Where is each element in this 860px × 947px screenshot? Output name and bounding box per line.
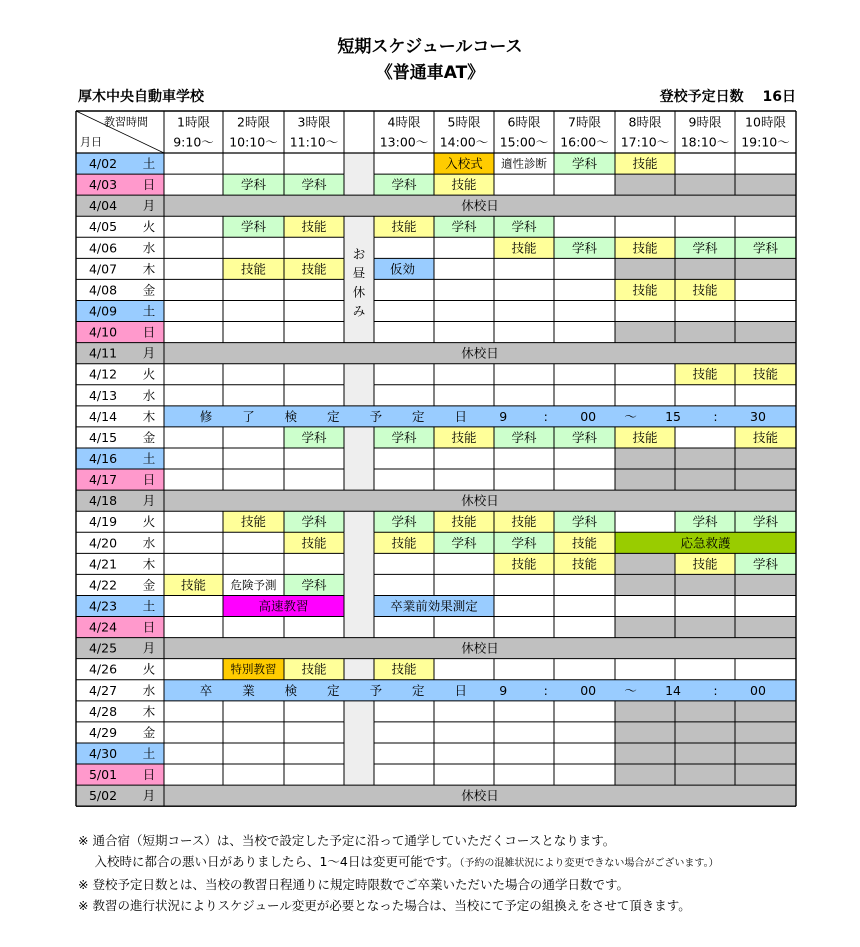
lesson-label: 技能: [692, 556, 718, 572]
exam-text-char: :: [713, 408, 718, 424]
row-weekday: 土: [142, 745, 156, 761]
row-weekday: 水: [142, 535, 156, 551]
attend-days-value: 16日: [762, 89, 796, 105]
gray-cell: [615, 617, 675, 638]
gray-cell: [675, 174, 735, 195]
lesson-label: 適性診断: [501, 156, 547, 171]
period-label: 8時限: [628, 114, 662, 130]
row-date: 4/17: [88, 472, 118, 488]
closed-label: 休校日: [461, 493, 499, 509]
row-weekday: 水: [142, 387, 156, 403]
lesson-label: 学科: [752, 556, 779, 572]
exam-text-char: :: [543, 408, 548, 424]
row-weekday: 木: [142, 408, 156, 424]
notes: [78, 830, 719, 916]
exam-text-char: 30: [750, 408, 766, 424]
period-time: 10:10～: [229, 134, 278, 150]
row-weekday: 水: [142, 682, 156, 698]
lesson-label: 学科: [301, 429, 327, 445]
row-date: 4/07: [88, 261, 118, 277]
lesson-label: 技能: [511, 514, 537, 530]
row-date: 4/06: [88, 240, 118, 256]
period-label: 9時限: [688, 114, 722, 130]
lesson-label: 技能: [632, 282, 658, 298]
lesson-label: 技能: [451, 514, 477, 530]
row-weekday: 土: [142, 451, 156, 467]
gray-cell: [735, 322, 796, 343]
lesson-label: 学科: [240, 177, 267, 193]
lesson-label: 学科: [451, 535, 477, 551]
period-label: 10時限: [745, 114, 786, 130]
row-date: 4/25: [88, 640, 118, 656]
gray-cell: [615, 722, 675, 743]
gray-cell: [675, 574, 735, 595]
span-label: 高速教習: [258, 598, 309, 614]
note-2: [78, 851, 719, 874]
row-weekday: 金: [142, 724, 156, 740]
attend-days-label: 登校予定日数: [659, 89, 744, 105]
gray-cell: [675, 258, 735, 279]
closed-label: 休校日: [461, 788, 499, 804]
exam-row-bg: [164, 406, 796, 427]
exam-text-char: 00: [580, 682, 597, 698]
gray-cell: [675, 722, 735, 743]
row-date: 4/21: [88, 556, 118, 572]
lunch-char: お: [352, 246, 366, 262]
row-weekday: 日: [142, 767, 156, 783]
lesson-label: 技能: [240, 261, 267, 277]
exam-text-char: 了: [242, 408, 255, 424]
lesson-label: 特別教習: [230, 662, 277, 677]
lesson-label: 技能: [752, 366, 779, 382]
row-date: 4/09: [88, 303, 118, 319]
row-weekday: 火: [142, 514, 156, 530]
exam-text-char: 定: [412, 408, 425, 424]
lesson-label: 学科: [391, 514, 417, 530]
lesson-label: 危険予測: [230, 577, 277, 592]
lesson-label: 学科: [692, 240, 718, 256]
gray-cell: [675, 743, 735, 764]
exam-text-char: 予: [369, 408, 383, 424]
period-label: 6時限: [507, 114, 541, 130]
exam-text-char: :: [713, 682, 718, 698]
row-date: 4/18: [88, 493, 118, 509]
gray-cell: [615, 701, 675, 722]
period-label: 2時限: [237, 114, 270, 130]
row-weekday: 日: [142, 472, 156, 488]
gray-cell: [735, 701, 796, 722]
gray-cell: [615, 553, 675, 574]
gray-cell: [735, 743, 796, 764]
exam-text-char: ～: [624, 408, 637, 424]
closed-label: 休校日: [461, 640, 499, 656]
gray-cell: [615, 764, 675, 785]
period-time: 13:00～: [379, 134, 429, 150]
exam-text-char: 卒: [199, 682, 213, 698]
row-weekday: 日: [142, 619, 156, 635]
row-weekday: 金: [142, 429, 156, 445]
period-label: 7時限: [568, 114, 601, 130]
lesson-label: 仮効: [390, 261, 416, 277]
closed-label: 休校日: [461, 198, 499, 214]
lesson-label: 学科: [301, 514, 327, 530]
exam-text-char: 00: [580, 408, 597, 424]
period-label: 1時限: [177, 114, 210, 130]
lesson-label: 技能: [632, 240, 658, 256]
lesson-label: 学科: [692, 514, 718, 530]
exam-text-char: 9: [499, 682, 508, 698]
gray-cell: [675, 617, 735, 638]
exam-text-char: 00: [750, 682, 766, 698]
lesson-label: 学科: [301, 177, 327, 193]
row-weekday: 土: [142, 156, 156, 172]
gray-cell: [735, 764, 796, 785]
gray-cell: [615, 743, 675, 764]
period-time: 16:00～: [560, 134, 609, 150]
note-2-main: 入校時に都合の悪い日がありましたら、1～4日は変更可能です。: [78, 854, 460, 869]
span-label: 応急救護: [680, 535, 731, 551]
gray-cell: [615, 322, 675, 343]
lesson-label: 学科: [511, 429, 537, 445]
row-date: 5/01: [88, 767, 118, 783]
row-weekday: 月: [142, 640, 156, 656]
lesson-label: 学科: [571, 514, 598, 530]
row-date: 5/02: [88, 788, 118, 804]
note-1: ※ 通合宿（短期コース）は、当校で設定した予定に沿って通学していただくコースとなります。: [78, 833, 616, 848]
corner-header-bottom: 月日: [80, 135, 102, 149]
lesson-label: 技能: [692, 366, 718, 382]
exam-text-char: 業: [242, 682, 255, 698]
gray-cell: [735, 722, 796, 743]
gray-cell: [615, 258, 675, 279]
row-weekday: 火: [142, 219, 156, 235]
period-time: 15:00～: [499, 134, 549, 150]
row-date: 4/29: [88, 724, 118, 740]
row-weekday: 月: [142, 788, 156, 804]
lesson-label: 学科: [301, 577, 327, 593]
lesson-label: 技能: [301, 219, 327, 235]
exam-text-char: 日: [454, 408, 468, 424]
school-name: 厚木中央自動車学校: [78, 89, 204, 105]
row-date: 4/10: [88, 324, 118, 340]
exam-text-char: 定: [412, 682, 425, 698]
row-weekday: 月: [142, 345, 156, 361]
row-weekday: 木: [142, 261, 156, 277]
lesson-label: 技能: [240, 514, 267, 530]
gray-cell: [615, 448, 675, 469]
row-date: 4/30: [88, 745, 118, 761]
gray-cell: [735, 574, 796, 595]
row-weekday: 金: [142, 282, 156, 298]
exam-text-char: 15: [665, 408, 682, 424]
lesson-label: 技能: [752, 429, 779, 445]
gray-cell: [675, 701, 735, 722]
gray-cell: [675, 764, 735, 785]
exam-text-char: 日: [454, 682, 468, 698]
row-weekday: 月: [142, 198, 156, 214]
row-weekday: 土: [142, 303, 156, 319]
lesson-label: 学科: [571, 429, 598, 445]
lesson-label: 技能: [301, 661, 327, 677]
gray-cell: [735, 448, 796, 469]
period-label: 3時限: [297, 114, 331, 130]
gray-cell: [615, 174, 675, 195]
lesson-label: 学科: [752, 514, 779, 530]
lesson-label: 技能: [511, 556, 537, 572]
row-date: 4/11: [88, 345, 118, 361]
period-time: 9:10～: [173, 134, 214, 150]
row-date: 4/27: [88, 682, 118, 698]
period-time: 19:10～: [741, 134, 790, 150]
lesson-label: 学科: [451, 219, 477, 235]
gray-cell: [735, 174, 796, 195]
gray-cell: [615, 469, 675, 490]
exam-text-char: ～: [624, 682, 637, 698]
page-subtitle: 《普通車AT》: [375, 63, 485, 83]
row-date: 4/28: [88, 703, 118, 719]
exam-text-char: 予: [369, 682, 383, 698]
row-weekday: 火: [142, 661, 156, 677]
period-label: 5時限: [447, 114, 481, 130]
gray-cell: [615, 574, 675, 595]
row-date: 4/14: [88, 408, 118, 424]
period-time: 14:00～: [439, 134, 489, 150]
lesson-label: 技能: [180, 577, 207, 593]
lesson-label: 技能: [571, 535, 598, 551]
row-date: 4/08: [88, 282, 118, 298]
note-4: ※ 教習の進行状況によりスケジュール変更が必要となった場合は、当校にて予定の組換えをさせて頂きます。: [78, 898, 691, 913]
row-date: 4/04: [88, 198, 118, 214]
lesson-label: 学科: [511, 535, 537, 551]
exam-text-char: 検: [284, 408, 298, 424]
corner-header-top: 教習時間: [104, 115, 148, 129]
exam-text-char: 14: [665, 682, 682, 698]
exam-text-char: 9: [499, 408, 508, 424]
row-weekday: 日: [142, 324, 156, 340]
lesson-label: 技能: [692, 282, 718, 298]
row-date: 4/02: [88, 156, 118, 172]
exam-text-char: 修: [199, 408, 213, 424]
row-date: 4/23: [88, 598, 118, 614]
exam-text-char: 定: [327, 408, 340, 424]
lesson-label: 技能: [511, 240, 537, 256]
row-date: 4/22: [88, 577, 118, 593]
exam-row-bg: [164, 680, 796, 701]
period-label: 4時限: [387, 114, 421, 130]
row-weekday: 水: [142, 240, 156, 256]
lesson-label: 技能: [301, 261, 327, 277]
row-date: 4/12: [88, 366, 118, 382]
lesson-label: 入校式: [445, 156, 483, 172]
row-date: 4/15: [88, 429, 118, 445]
row-date: 4/20: [88, 535, 118, 551]
row-weekday: 木: [142, 556, 156, 572]
period-time: 18:10～: [680, 134, 730, 150]
row-weekday: 日: [142, 177, 156, 193]
lesson-label: 学科: [571, 156, 598, 172]
page-title: 短期スケジュールコース: [337, 37, 523, 57]
exam-text-char: 定: [327, 682, 340, 698]
gray-cell: [675, 448, 735, 469]
lesson-label: 学科: [571, 240, 598, 256]
row-weekday: 木: [142, 703, 156, 719]
exam-text-char: :: [543, 682, 548, 698]
note-2-sub: （予約の混雑状況により変更できない場合がございます。）: [459, 858, 719, 869]
closed-label: 休校日: [461, 345, 499, 361]
note-3: ※ 登校予定日数とは、当校の教習日程通りに規定時限数でご卒業いただいた場合の通学日数です。: [78, 877, 629, 892]
lesson-label: 学科: [752, 240, 779, 256]
lesson-label: 学科: [511, 219, 537, 235]
lesson-label: 技能: [451, 177, 477, 193]
row-date: 4/16: [88, 451, 118, 467]
row-date: 4/13: [88, 387, 118, 403]
span-label: 卒業前効果測定: [390, 598, 478, 614]
row-date: 4/03: [88, 177, 118, 193]
lesson-label: 技能: [632, 156, 658, 172]
gray-cell: [675, 322, 735, 343]
period-time: 17:10～: [620, 134, 670, 150]
lesson-label: 技能: [391, 535, 417, 551]
lesson-label: 技能: [301, 535, 327, 551]
lunch-char: 休: [352, 284, 366, 300]
lesson-label: 技能: [451, 429, 477, 445]
row-date: 4/24: [88, 619, 118, 635]
row-weekday: 土: [142, 598, 156, 614]
gray-cell: [675, 469, 735, 490]
row-weekday: 月: [142, 493, 156, 509]
row-date: 4/05: [88, 219, 118, 235]
gray-cell: [735, 617, 796, 638]
exam-text-char: 検: [284, 682, 298, 698]
gray-cell: [735, 469, 796, 490]
lesson-label: 学科: [391, 429, 417, 445]
row-weekday: 火: [142, 366, 156, 382]
lesson-label: 学科: [240, 219, 267, 235]
row-date: 4/26: [88, 661, 118, 677]
lesson-label: 技能: [391, 219, 417, 235]
lesson-label: 技能: [391, 661, 417, 677]
lesson-label: 学科: [391, 177, 417, 193]
lesson-label: 技能: [632, 429, 658, 445]
period-time: 11:10～: [289, 134, 339, 150]
row-date: 4/19: [88, 514, 118, 530]
lunch-char: 昼: [352, 265, 366, 281]
gray-cell: [735, 258, 796, 279]
row-weekday: 金: [142, 577, 156, 593]
lesson-label: 技能: [571, 556, 598, 572]
lunch-char: み: [352, 303, 366, 319]
